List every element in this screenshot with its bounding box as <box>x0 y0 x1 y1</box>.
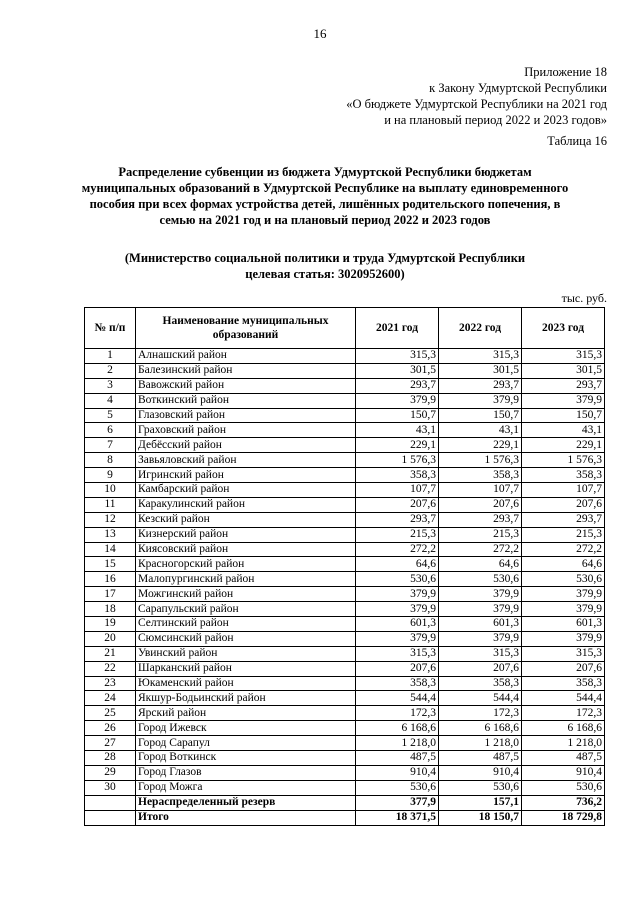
row-number: 20 <box>85 631 136 646</box>
row-value-2022: 207,6 <box>439 497 522 512</box>
table-row <box>85 572 605 587</box>
row-value-2022: 207,6 <box>439 661 522 676</box>
row-value-2022: 601,3 <box>439 617 522 632</box>
table-row <box>85 557 605 572</box>
row-value-2023: 601,3 <box>522 617 605 632</box>
row-value-2022: 293,7 <box>439 512 522 527</box>
table-row <box>85 780 605 795</box>
row-value-2022: 379,9 <box>439 587 522 602</box>
document-title <box>60 164 590 228</box>
table-row <box>85 363 605 378</box>
row-value-2021: 315,3 <box>356 646 439 661</box>
row-value-2023: 315,3 <box>522 349 605 364</box>
table-row <box>85 349 605 364</box>
title-line: Распределение субвенции из бюджета Удмуртской Республики бюджетам <box>118 165 532 179</box>
appendix-line: к Закону Удмуртской Республики <box>429 81 607 95</box>
title-line: семью на 2021 год и на плановый период 2022 и 2023 годов <box>159 213 491 227</box>
table-row <box>85 691 605 706</box>
row-value-2021: 6 168,6 <box>356 721 439 736</box>
row-value-2021: 358,3 <box>356 468 439 483</box>
row-municipality: Можгинский район <box>136 587 356 602</box>
row-number: 4 <box>85 393 136 408</box>
row-number: 3 <box>85 378 136 393</box>
row-value-2023: 315,3 <box>522 646 605 661</box>
row-value-2021: 293,7 <box>356 512 439 527</box>
row-municipality: Увинский район <box>136 646 356 661</box>
row-number: 21 <box>85 646 136 661</box>
table-row <box>85 751 605 766</box>
row-value-2022: 107,7 <box>439 483 522 498</box>
total-label: Итого <box>136 810 356 825</box>
row-value-2022: 6 168,6 <box>439 721 522 736</box>
row-number: 13 <box>85 527 136 542</box>
row-value-2023: 229,1 <box>522 438 605 453</box>
row-number: 28 <box>85 751 136 766</box>
row-value-2021: 43,1 <box>356 423 439 438</box>
row-municipality: Вавожский район <box>136 378 356 393</box>
row-value-2022: 358,3 <box>439 468 522 483</box>
table-row <box>85 721 605 736</box>
row-municipality: Ярский район <box>136 706 356 721</box>
row-number: 11 <box>85 497 136 512</box>
table-row <box>85 483 605 498</box>
row-municipality: Камбарский район <box>136 483 356 498</box>
ministry-note <box>60 250 590 282</box>
table-row <box>85 468 605 483</box>
page-number: 16 <box>313 26 327 41</box>
table-row <box>85 393 605 408</box>
row-value-2023: 379,9 <box>522 631 605 646</box>
row-number: 17 <box>85 587 136 602</box>
row-value-2022: 229,1 <box>439 438 522 453</box>
row-value-2023: 1 576,3 <box>522 453 605 468</box>
row-value-2021: 229,1 <box>356 438 439 453</box>
table-row <box>85 542 605 557</box>
units-label: тыс. руб. <box>561 291 607 305</box>
row-municipality: Город Глазов <box>136 765 356 780</box>
row-value-2022: 43,1 <box>439 423 522 438</box>
row-value-2022: 487,5 <box>439 751 522 766</box>
row-municipality: Шарканский район <box>136 661 356 676</box>
row-number: 6 <box>85 423 136 438</box>
row-number: 8 <box>85 453 136 468</box>
row-value-2021: 315,3 <box>356 349 439 364</box>
row-municipality: Якшур-Бодьинский район <box>136 691 356 706</box>
subsidy-table <box>84 307 605 826</box>
row-value-2022: 315,3 <box>439 349 522 364</box>
row-value-2021: 107,7 <box>356 483 439 498</box>
row-number: 10 <box>85 483 136 498</box>
row-value-2022: 379,9 <box>439 631 522 646</box>
row-value-2021: 601,3 <box>356 617 439 632</box>
total-row <box>85 810 605 825</box>
row-municipality: Балезинский район <box>136 363 356 378</box>
row-municipality: Глазовский район <box>136 408 356 423</box>
row-value-2023: 207,6 <box>522 661 605 676</box>
row-value-2021: 1 218,0 <box>356 736 439 751</box>
row-municipality: Сюмсинский район <box>136 631 356 646</box>
row-value-2022: 379,9 <box>439 602 522 617</box>
total-value-2021: 18 371,5 <box>356 810 439 825</box>
row-number: 1 <box>85 349 136 364</box>
row-number: 14 <box>85 542 136 557</box>
reserve-value-2021: 377,9 <box>356 795 439 810</box>
row-value-2023: 1 218,0 <box>522 736 605 751</box>
reserve-number-cell <box>85 795 136 810</box>
table-row <box>85 617 605 632</box>
row-value-2023: 272,2 <box>522 542 605 557</box>
row-municipality: Красногорский район <box>136 557 356 572</box>
row-value-2023: 64,6 <box>522 557 605 572</box>
table-row <box>85 602 605 617</box>
row-municipality: Юкаменский район <box>136 676 356 691</box>
row-value-2021: 172,3 <box>356 706 439 721</box>
row-value-2023: 358,3 <box>522 468 605 483</box>
row-value-2022: 358,3 <box>439 676 522 691</box>
row-municipality: Игринский район <box>136 468 356 483</box>
row-value-2021: 301,5 <box>356 363 439 378</box>
row-value-2023: 379,9 <box>522 602 605 617</box>
row-number: 2 <box>85 363 136 378</box>
row-value-2021: 64,6 <box>356 557 439 572</box>
row-value-2021: 1 576,3 <box>356 453 439 468</box>
row-municipality: Каракулинский район <box>136 497 356 512</box>
row-value-2022: 215,3 <box>439 527 522 542</box>
row-value-2022: 315,3 <box>439 646 522 661</box>
header-number: № п/п <box>85 308 136 349</box>
row-value-2021: 293,7 <box>356 378 439 393</box>
table-row <box>85 438 605 453</box>
row-municipality: Граховский район <box>136 423 356 438</box>
table-row <box>85 765 605 780</box>
row-value-2021: 910,4 <box>356 765 439 780</box>
row-value-2021: 487,5 <box>356 751 439 766</box>
title-line: пособия при всех формах устройства детей, лишённых родительского попечения, в <box>89 197 561 211</box>
row-municipality: Город Ижевск <box>136 721 356 736</box>
row-number: 23 <box>85 676 136 691</box>
row-value-2023: 530,6 <box>522 780 605 795</box>
row-value-2022: 1 576,3 <box>439 453 522 468</box>
row-value-2022: 150,7 <box>439 408 522 423</box>
table-row <box>85 661 605 676</box>
row-value-2022: 530,6 <box>439 572 522 587</box>
row-number: 12 <box>85 512 136 527</box>
row-value-2021: 358,3 <box>356 676 439 691</box>
table-row <box>85 453 605 468</box>
row-value-2023: 207,6 <box>522 497 605 512</box>
row-number: 15 <box>85 557 136 572</box>
row-value-2022: 379,9 <box>439 393 522 408</box>
row-municipality: Кезский район <box>136 512 356 527</box>
row-value-2023: 43,1 <box>522 423 605 438</box>
row-value-2021: 379,9 <box>356 602 439 617</box>
row-municipality: Город Сарапул <box>136 736 356 751</box>
header-2021: 2021 год <box>356 308 439 349</box>
appendix-line: и на плановый период 2022 и 2023 годов» <box>384 113 607 127</box>
row-value-2023: 150,7 <box>522 408 605 423</box>
row-value-2023: 487,5 <box>522 751 605 766</box>
row-number: 9 <box>85 468 136 483</box>
reserve-value-2022: 157,1 <box>439 795 522 810</box>
row-value-2021: 544,4 <box>356 691 439 706</box>
ministry-line: целевая статья: 3020952600) <box>245 267 405 281</box>
row-value-2023: 910,4 <box>522 765 605 780</box>
row-value-2023: 6 168,6 <box>522 721 605 736</box>
row-value-2022: 272,2 <box>439 542 522 557</box>
row-value-2021: 272,2 <box>356 542 439 557</box>
ministry-line: (Министерство социальной политики и труда Удмуртской Республики <box>124 251 526 265</box>
title-line: муниципальных образований в Удмуртской Республике на выплату единовременного <box>81 181 569 195</box>
row-value-2022: 301,5 <box>439 363 522 378</box>
row-municipality: Дебёсский район <box>136 438 356 453</box>
appendix-line: «О бюджете Удмуртской Республики на 2021 год <box>346 97 607 111</box>
table-row <box>85 408 605 423</box>
row-value-2023: 215,3 <box>522 527 605 542</box>
row-number: 18 <box>85 602 136 617</box>
table-row <box>85 587 605 602</box>
row-value-2021: 379,9 <box>356 587 439 602</box>
row-municipality: Селтинский район <box>136 617 356 632</box>
row-number: 26 <box>85 721 136 736</box>
reserve-row <box>85 795 605 810</box>
row-value-2021: 379,9 <box>356 393 439 408</box>
reserve-label: Нераспределенный резерв <box>136 795 356 810</box>
row-value-2023: 301,5 <box>522 363 605 378</box>
row-value-2022: 172,3 <box>439 706 522 721</box>
row-value-2021: 530,6 <box>356 572 439 587</box>
row-value-2022: 64,6 <box>439 557 522 572</box>
row-value-2022: 544,4 <box>439 691 522 706</box>
row-value-2022: 530,6 <box>439 780 522 795</box>
total-number-cell <box>85 810 136 825</box>
row-value-2021: 207,6 <box>356 497 439 512</box>
row-value-2021: 150,7 <box>356 408 439 423</box>
row-municipality: Завьяловский район <box>136 453 356 468</box>
row-value-2023: 379,9 <box>522 393 605 408</box>
row-municipality: Город Можга <box>136 780 356 795</box>
row-value-2021: 207,6 <box>356 661 439 676</box>
appendix-line: Приложение 18 <box>524 65 607 79</box>
row-municipality: Сарапульский район <box>136 602 356 617</box>
table-header-row <box>85 308 605 349</box>
row-number: 19 <box>85 617 136 632</box>
table-row <box>85 497 605 512</box>
table-row <box>85 378 605 393</box>
row-value-2021: 379,9 <box>356 631 439 646</box>
row-number: 22 <box>85 661 136 676</box>
table-label: Таблица 16 <box>547 134 607 148</box>
table-row <box>85 423 605 438</box>
row-value-2023: 107,7 <box>522 483 605 498</box>
row-value-2021: 215,3 <box>356 527 439 542</box>
header-2022: 2022 год <box>439 308 522 349</box>
row-number: 25 <box>85 706 136 721</box>
table-row <box>85 527 605 542</box>
row-municipality: Воткинский район <box>136 393 356 408</box>
row-municipality: Город Воткинск <box>136 751 356 766</box>
total-value-2022: 18 150,7 <box>439 810 522 825</box>
row-number: 29 <box>85 765 136 780</box>
row-number: 24 <box>85 691 136 706</box>
row-value-2022: 910,4 <box>439 765 522 780</box>
row-municipality: Кизнерский район <box>136 527 356 542</box>
table-row <box>85 676 605 691</box>
row-number: 27 <box>85 736 136 751</box>
table-row <box>85 706 605 721</box>
row-value-2022: 1 218,0 <box>439 736 522 751</box>
row-number: 16 <box>85 572 136 587</box>
row-municipality: Киясовский район <box>136 542 356 557</box>
row-number: 5 <box>85 408 136 423</box>
row-number: 7 <box>85 438 136 453</box>
row-value-2021: 530,6 <box>356 780 439 795</box>
table-row <box>85 736 605 751</box>
table-row <box>85 646 605 661</box>
row-value-2023: 293,7 <box>522 378 605 393</box>
table-row <box>85 631 605 646</box>
table-row <box>85 512 605 527</box>
row-value-2023: 530,6 <box>522 572 605 587</box>
row-municipality: Малопургинский район <box>136 572 356 587</box>
reserve-value-2023: 736,2 <box>522 795 605 810</box>
appendix-header <box>346 64 607 128</box>
total-value-2023: 18 729,8 <box>522 810 605 825</box>
row-value-2023: 379,9 <box>522 587 605 602</box>
row-value-2023: 172,3 <box>522 706 605 721</box>
row-number: 30 <box>85 780 136 795</box>
header-2023: 2023 год <box>522 308 605 349</box>
row-municipality: Алнашский район <box>136 349 356 364</box>
row-value-2022: 293,7 <box>439 378 522 393</box>
row-value-2023: 358,3 <box>522 676 605 691</box>
header-municipality: Наименование муниципальных образований <box>136 308 356 349</box>
row-value-2023: 293,7 <box>522 512 605 527</box>
table-body <box>85 349 605 826</box>
row-value-2023: 544,4 <box>522 691 605 706</box>
